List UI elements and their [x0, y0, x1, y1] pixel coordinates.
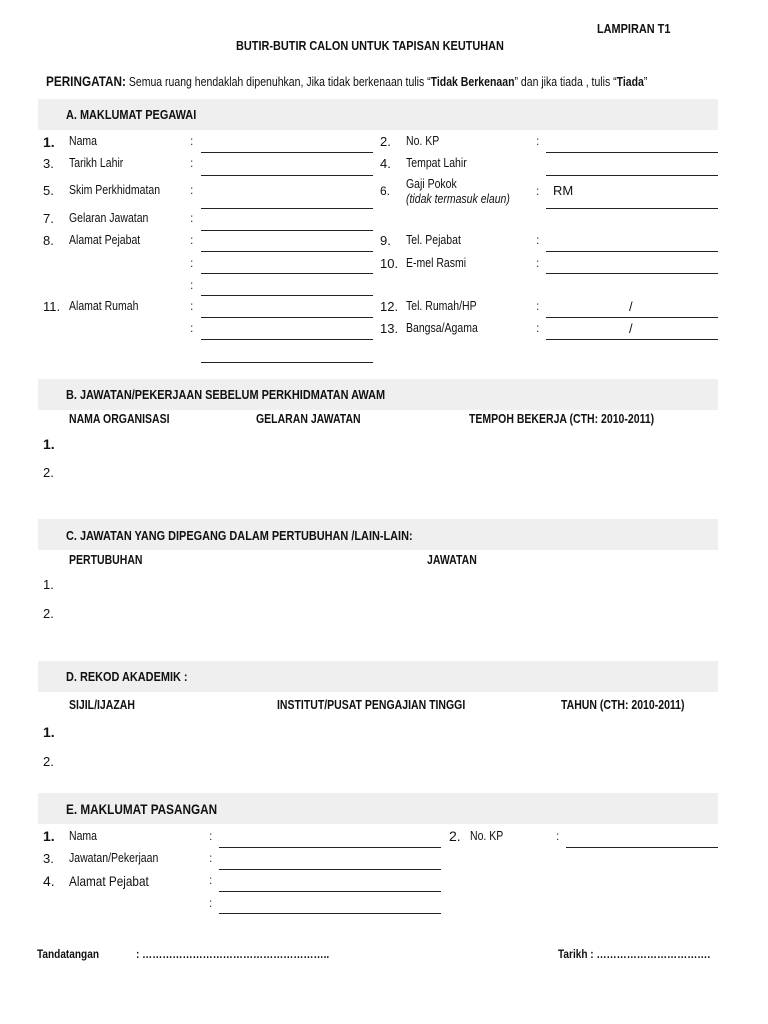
warning-text-1: Semua ruang hendaklah dipenuhkan, Jika tidak berkenaan tulis “: [125, 75, 431, 89]
form-title: BUTIR-BUTIR CALON UNTUK TAPISAN KEUTUHAN: [236, 38, 504, 53]
field-number: 12.: [380, 299, 399, 314]
column-header-nama-organisasi: NAMA ORGANISASI: [69, 412, 170, 426]
colon: :: [536, 184, 540, 198]
field-number: 6.: [380, 184, 391, 198]
input-line-gelaran-jawatan[interactable]: [201, 230, 373, 231]
colon: :: [190, 156, 194, 170]
input-line-alamat-rumah-2[interactable]: [201, 339, 373, 340]
column-header-tempoh-bekerja: TEMPOH BEKERJA (CTH: 2010-2011): [469, 412, 655, 426]
colon: :: [536, 256, 540, 270]
colon: :: [536, 299, 540, 313]
field-label-tarikh-lahir: Tarikh Lahir: [69, 156, 124, 170]
input-line-alamat-pejabat-1[interactable]: [201, 251, 373, 252]
field-number: 10.: [380, 256, 399, 271]
spouse-label-alamat-pejabat: Alamat Pejabat: [69, 873, 149, 889]
input-line-tempat-lahir[interactable]: [546, 175, 718, 176]
field-number: 5.: [43, 183, 54, 198]
section-c-heading: C. JAWATAN YANG DIPEGANG DALAM PERTUBUHAN /LAIN-LAIN:: [66, 528, 413, 543]
colon: :: [556, 829, 560, 843]
input-line-gaji-pokok[interactable]: [546, 208, 718, 209]
row-number: 2.: [43, 606, 54, 621]
input-line-skim-perkhidmatan[interactable]: [201, 208, 373, 209]
colon: :: [209, 873, 213, 887]
column-header-jawatan: JAWATAN: [427, 553, 477, 567]
field-label-nama: Nama: [69, 134, 98, 148]
spouse-label-nama: Nama: [69, 829, 98, 843]
field-label-no-kp: No. KP: [406, 134, 440, 148]
field-label-tel-rumah: Tel. Rumah/HP: [406, 299, 477, 313]
colon: :: [190, 134, 194, 148]
field-number: 2.: [449, 828, 461, 844]
field-number: 2.: [380, 134, 391, 149]
column-header-sijil-ijazah: SIJIL/IJAZAH: [69, 698, 135, 712]
field-label-emel-rasmi: E-mel Rasmi: [406, 256, 467, 270]
warning-notice: [46, 73, 762, 89]
signature-line[interactable]: : ………………………………………………..: [136, 947, 330, 961]
row-number: 2.: [43, 465, 54, 480]
warning-emph-2: Tiada: [616, 75, 644, 89]
field-number: 3.: [43, 851, 54, 866]
input-line-spouse-jawatan[interactable]: [219, 869, 441, 870]
colon: :: [190, 278, 194, 292]
input-line-bangsa-agama[interactable]: [546, 339, 718, 340]
input-line-emel-rasmi[interactable]: [546, 273, 718, 274]
field-sublabel-gaji-pokok: (tidak termasuk elaun): [406, 192, 510, 206]
lampiran-label: LAMPIRAN T1: [597, 21, 671, 36]
field-number: 7.: [43, 211, 54, 226]
field-label-tel-pejabat: Tel. Pejabat: [406, 233, 461, 247]
input-line-nama[interactable]: [201, 152, 373, 153]
row-number: 1.: [43, 724, 55, 740]
warning-text-2: ” dan jika tiada , tulis “: [514, 75, 617, 89]
input-line-no-kp[interactable]: [546, 152, 718, 153]
field-number: 1.: [43, 134, 55, 150]
field-label-alamat-pejabat: Alamat Pejabat: [69, 233, 141, 247]
column-header-tahun: TAHUN (CTH: 2010-2011): [561, 698, 685, 712]
colon: :: [190, 233, 194, 247]
field-label-alamat-rumah: Alamat Rumah: [69, 299, 139, 313]
colon: :: [190, 299, 194, 313]
colon: :: [190, 211, 194, 225]
colon: :: [190, 256, 194, 270]
input-line-spouse-no-kp[interactable]: [566, 847, 718, 848]
field-number: 13.: [380, 321, 399, 336]
date-label: Tarikh :: [558, 947, 597, 961]
section-a-heading: A. MAKLUMAT PEGAWAI: [66, 107, 197, 122]
input-line-tel-pejabat[interactable]: [546, 251, 718, 252]
input-line-alamat-rumah-1[interactable]: [201, 317, 373, 318]
field-label-tempat-lahir: Tempat Lahir: [406, 156, 467, 170]
field-number: 8.: [43, 233, 54, 248]
gaji-pokok-prefix: RM: [553, 183, 574, 198]
input-line-alamat-rumah-3[interactable]: [201, 362, 373, 363]
field-label-gelaran-jawatan: Gelaran Jawatan: [69, 211, 149, 225]
field-number: 9.: [380, 233, 391, 248]
input-line-alamat-pejabat-2[interactable]: [201, 273, 373, 274]
row-number: 2.: [43, 754, 54, 769]
field-number: 4.: [380, 156, 391, 171]
spouse-label-jawatan: Jawatan/Pekerjaan: [69, 851, 159, 865]
section-b-heading: B. JAWATAN/PEKERJAAN SEBELUM PERKHIDMATAN AWAM: [66, 387, 386, 402]
field-label-bangsa-agama: Bangsa/Agama: [406, 321, 478, 335]
row-number: 1.: [43, 436, 55, 452]
input-line-alamat-pejabat-3[interactable]: [201, 295, 373, 296]
date-field[interactable]: [558, 947, 739, 961]
column-header-pertubuhan: PERTUBUHAN: [69, 553, 143, 567]
input-line-spouse-alamat-1[interactable]: [219, 891, 441, 892]
date-line[interactable]: …………………………….: [596, 947, 711, 961]
field-number: 3.: [43, 156, 54, 171]
tel-rumah-separator: /: [629, 299, 633, 314]
column-header-institut: INSTITUT/PUSAT PENGAJIAN TINGGI: [277, 698, 466, 712]
input-line-spouse-nama[interactable]: [219, 847, 441, 848]
colon: :: [190, 183, 194, 197]
colon: :: [209, 851, 213, 865]
colon: :: [190, 321, 194, 335]
colon: :: [209, 896, 213, 910]
column-header-gelaran-jawatan: GELARAN JAWATAN: [256, 412, 361, 426]
warning-label: PERINGATAN:: [46, 73, 126, 89]
warning-emph-1: Tidak Berkenaan: [430, 75, 515, 89]
field-number: 4.: [43, 873, 55, 889]
field-number: 11.: [43, 299, 61, 314]
field-number: 1.: [43, 828, 55, 844]
field-label-skim-perkhidmatan: Skim Perkhidmatan: [69, 183, 161, 197]
colon: :: [536, 134, 540, 148]
row-number: 1.: [43, 577, 54, 592]
colon: :: [536, 321, 540, 335]
field-label-gaji-pokok: Gaji Pokok: [406, 177, 457, 191]
section-d-heading: D. REKOD AKADEMIK :: [66, 669, 188, 684]
colon: :: [536, 233, 540, 247]
input-line-tel-rumah[interactable]: [546, 317, 718, 318]
spouse-label-no-kp: No. KP: [470, 829, 504, 843]
bangsa-agama-separator: /: [629, 321, 633, 336]
warning-text-3: ”: [643, 75, 648, 89]
input-line-spouse-alamat-2[interactable]: [219, 913, 441, 914]
signature-label: Tandatangan: [37, 947, 99, 961]
section-e-heading: E. MAKLUMAT PASANGAN: [66, 801, 218, 817]
colon: :: [209, 829, 213, 843]
input-line-tarikh-lahir[interactable]: [201, 175, 373, 176]
